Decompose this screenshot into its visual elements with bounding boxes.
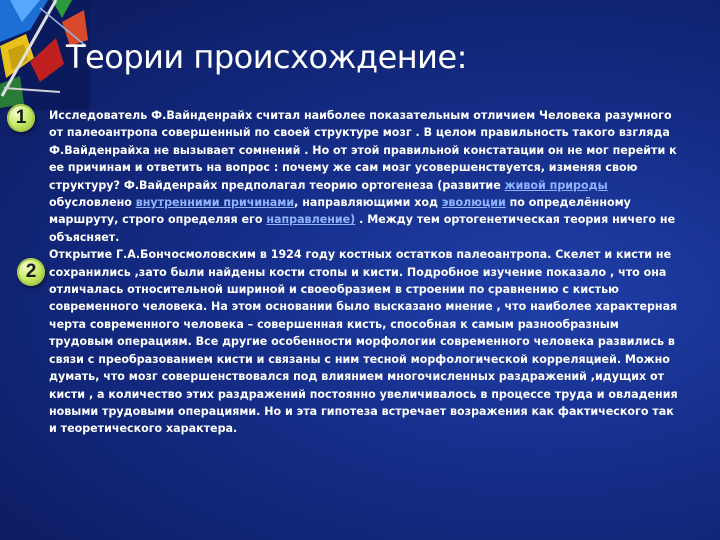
link-evolution[interactable]: эволюции xyxy=(441,196,506,210)
bullet-marker-2-label: 2 xyxy=(25,261,37,282)
bullet-marker-1-label: 1 xyxy=(15,107,27,128)
link-internal-causes[interactable]: внутренними причинами xyxy=(135,196,295,210)
paragraph-weidenreich xyxy=(49,107,683,246)
bullet-marker-1 xyxy=(7,104,35,132)
text-segment: по определённому маршруту, строго определяя его xyxy=(49,196,631,227)
text-segment: . Между тем ортогенетическая теория ничего не объясняет. xyxy=(49,213,676,244)
text-segment: Открытие Г.А.Бончосмоловским в 1924 году костных остатков палеоантропа. Скелет и кисти не сохранились ,зато были найдены кости стопы и кисти. Подробное изучение показало , что она отличалась относительной шириной и своеобразием в строении по сравнению с кистью современного человека. На этом основании было высказано мнение , что наиболее характерная черта современного человека – совершенная кисть, способная к самым разнообразным трудовым операциям. Все другие особенности морфологии современного человека развились в связи с преобразованием кисти и связаны с ним тесной морфологической корреляцией. Можно думать, что мозг совершенствовался под влиянием многочисленных раздражений ,идущих от кисти , а количество этих раздражений постоянно увеличивалось в процессе труда и овладения новыми трудовыми операциями. Но и эта гипотеза встречает возражения как фактического так и теоретического характера. xyxy=(49,248,678,436)
bullet-marker-2 xyxy=(17,258,45,286)
text-segment: , направляющими ход xyxy=(294,196,442,210)
paragraph-bonch-osmolovsky xyxy=(49,246,683,437)
link-direction[interactable]: направление) xyxy=(266,213,356,227)
text-segment: Исследователь Ф.Вайнденрайх считал наиболее показательным отличием Человека разумного от палеоантропа совершенный по своей структуре мозг . В целом правильность такого взгляда Ф.Вайденрайха не вызывает сомнений . Но от этой правильной констатации он не мог перейти к ее причинам и ответить на вопрос : почему же сам мозг усовершенствуется, изменяя свою структуру? Ф.Вайденрайх предполагал теорию ортогенеза (развитие xyxy=(49,109,677,192)
link-living-nature[interactable]: живой природы xyxy=(504,178,608,192)
text-segment: обусловлено xyxy=(49,196,136,210)
slide-title: Теории происхождение: xyxy=(66,38,467,76)
slide-body-text xyxy=(49,107,683,438)
